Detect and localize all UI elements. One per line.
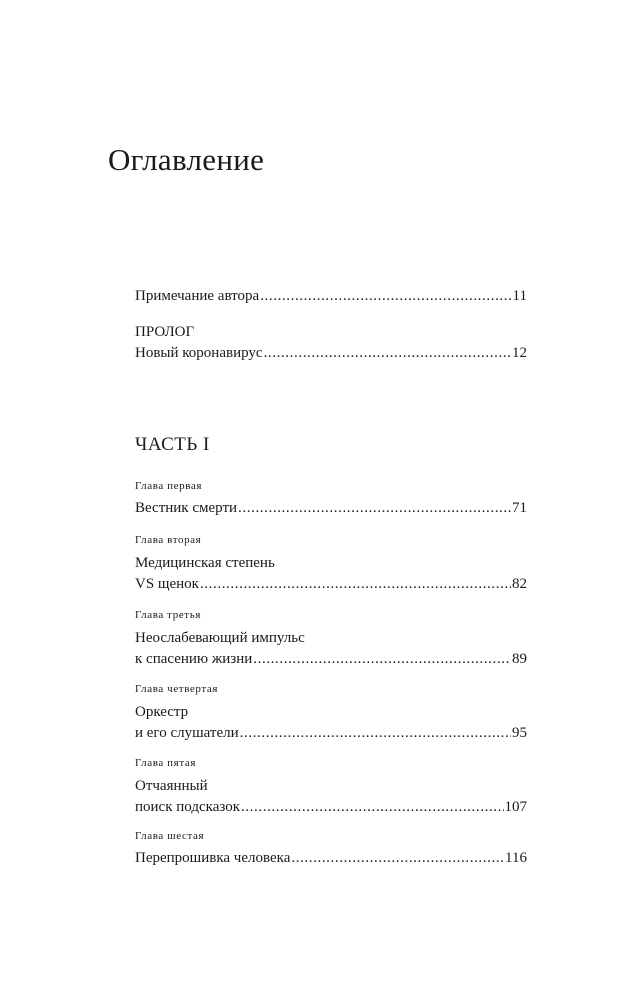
toc-page-number: 95	[512, 725, 527, 741]
toc-page-number: 11	[512, 288, 527, 304]
dot-leader	[238, 498, 511, 519]
toc-entry-title: Перепрошивка человека	[135, 850, 291, 866]
toc-entry-title-line: Оркестр	[135, 704, 189, 720]
part-heading: ЧАСТЬ I	[135, 434, 210, 455]
toc-chapter	[135, 532, 527, 595]
dot-leader	[264, 343, 511, 364]
toc-page-number: 107	[504, 799, 527, 815]
dot-leader	[200, 574, 511, 595]
toc-entry-title: к спасению жизни	[135, 651, 253, 667]
toc-page-number: 12	[512, 345, 527, 361]
toc-entry-title: VS щенок	[135, 576, 199, 592]
toc-entry-line	[135, 498, 527, 519]
toc-entry-author-note	[135, 286, 527, 307]
toc-entry-line	[135, 649, 527, 670]
toc-entry-line	[135, 286, 527, 307]
dot-leader	[260, 286, 511, 307]
toc-chapter	[135, 681, 527, 744]
chapter-label: Глава пятая	[135, 757, 197, 769]
toc-page-number: 82	[512, 576, 527, 592]
toc-entry-line	[135, 797, 527, 818]
dot-leader	[253, 649, 511, 670]
chapter-label: Глава четвертая	[135, 683, 219, 695]
toc-entry-line	[135, 723, 527, 744]
toc-chapter	[135, 607, 527, 670]
toc-entry-line	[135, 343, 527, 364]
toc-page-number: 116	[505, 850, 527, 866]
dot-leader	[291, 848, 504, 869]
toc-entry-title-line: Отчаянный	[135, 778, 208, 794]
dot-leader	[241, 797, 504, 818]
page-title: Оглавление	[108, 142, 265, 177]
toc-chapter	[135, 828, 527, 869]
chapter-label: Глава первая	[135, 480, 203, 492]
toc-chapter	[135, 478, 527, 519]
toc-entry-title: Вестник смерти	[135, 500, 238, 516]
toc-entry-title: Новый коронавирус	[135, 345, 263, 361]
toc-section-label: ПРОЛОГ	[135, 324, 195, 340]
toc-page-number: 71	[512, 500, 527, 516]
dot-leader	[240, 723, 511, 744]
toc-chapter	[135, 755, 527, 818]
chapter-label: Глава вторая	[135, 534, 202, 546]
toc-entry-title-line: Неослабевающий импульс	[135, 630, 305, 646]
chapter-label: Глава третья	[135, 609, 201, 621]
toc-entry-line	[135, 574, 527, 595]
toc-page-number: 89	[512, 651, 527, 667]
toc-entry-prologue	[135, 322, 527, 364]
toc-entry-line	[135, 848, 527, 869]
toc-entry-title-line: Медицинская степень	[135, 555, 275, 571]
chapter-label: Глава шестая	[135, 830, 205, 842]
toc-entry-title: и его слушатели	[135, 725, 239, 741]
toc-entry-title: поиск подсказок	[135, 799, 240, 815]
toc-entry-title: Примечание автора	[135, 288, 260, 304]
